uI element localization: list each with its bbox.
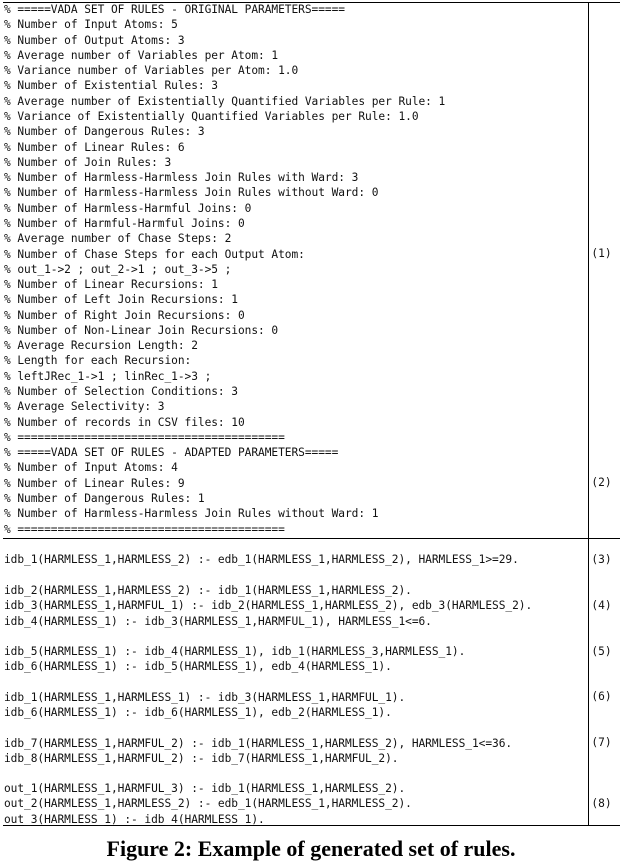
param-line: % ======================================== [4,522,285,536]
rule-line: idb_5(HARMLESS_1) :- idb_4(HARMLESS_1), idb_1(HARMLESS_3,HARMLESS_1). [4,645,466,658]
param-line: % Number of Harmless-Harmful Joins: 0 [4,201,252,215]
param-line: % Number of Input Atoms: 4 [4,461,178,475]
param-line: % Average Selectivity: 3 [4,400,165,414]
param-line: % =====VADA SET OF RULES - ORIGINAL PARAMETERS===== [4,3,345,16]
rule-line: idb_4(HARMLESS_1) :- idb_3(HARMLESS_1,HARMFUL_1), HARMLESS_1<=6. [4,614,432,628]
param-line: % Average number of Chase Steps: 2 [4,232,232,246]
param-line: % Number of Input Atoms: 5 [4,18,178,32]
rule-line: idb_3(HARMLESS_1,HARMFUL_1) :- idb_2(HARMLESS_1,HARMLESS_2), edb_3(HARMLESS_2). [4,599,533,613]
section-divider [3,538,620,539]
param-line: % Number of Harmful-Harmful Joins: 0 [4,216,245,230]
rule-line: idb_1(HARMLESS_1,HARMLESS_1) :- idb_3(HARMLESS_1,HARMFUL_1). [4,690,406,704]
rule-line: out_2(HARMLESS_1,HARMLESS_2) :- edb_1(HARMLESS_1,HARMLESS_2). [4,797,412,811]
param-line: % Number of Output Atoms: 3 [4,33,185,47]
rule-line: idb_7(HARMLESS_1,HARMFUL_2) :- idb_1(HARMLESS_1,HARMLESS_2), HARMLESS_1<=36. [4,736,513,750]
rule-line: idb_6(HARMLESS_1) :- idb_6(HARMLESS_1), edb_2(HARMLESS_1). [4,705,392,719]
param-line: % leftJRec_1->1 ; linRec_1->3 ; [4,369,212,383]
param-line: % Number of Join Rules: 3 [4,155,172,169]
rule-line: idb_8(HARMLESS_1,HARMFUL_2) :- idb_7(HARMLESS_1,HARMFUL_2). [4,751,399,765]
param-line: % Number of Harmless-Harmless Join Rules with Ward: 3 [4,171,359,185]
equation-label: (3) [591,553,612,566]
rule-line: idb_2(HARMLESS_1,HARMLESS_2) :- idb_1(HARMLESS_1,HARMLESS_2). [4,584,412,597]
equation-label: (2) [591,476,612,489]
param-line: % Number of Left Join Recursions: 1 [4,293,238,307]
param-line: % Number of Dangerous Rules: 3 [4,125,205,139]
param-line: % Number of Harmless-Harmless Join Rules without Ward: 1 [4,507,379,521]
rule-line: idb_1(HARMLESS_1,HARMLESS_2) :- edb_1(HARMLESS_1,HARMLESS_2), HARMLESS_1>=29. [4,553,519,566]
equation-label: (4) [591,599,612,612]
rule-line: idb_6(HARMLESS_1) :- idb_5(HARMLESS_1), edb_4(HARMLESS_1). [4,660,392,674]
equation-label: (1) [591,247,612,260]
param-line: % Number of Existential Rules: 3 [4,79,218,93]
param-line: % Number of Right Join Recursions: 0 [4,308,245,322]
param-line: % Number of Harmless-Harmless Join Rules without Ward: 0 [4,186,379,200]
param-line: % Number of Linear Rules: 6 [4,140,185,154]
param-line: % out_1->2 ; out_2->1 ; out_3->5 ; [4,262,232,276]
param-line: % Number of Linear Rules: 9 [4,476,185,490]
equation-label: (6) [591,690,612,703]
equation-label: (5) [591,645,612,658]
equation-label: (7) [591,736,612,749]
param-line: % Number of Dangerous Rules: 1 [4,492,205,505]
param-line: % Variance of Existentially Quantified Variables per Rule: 1.0 [4,110,419,123]
param-line: % Number of records in CSV files: 10 [4,415,245,429]
equation-label: (8) [591,797,612,810]
param-line: % Number of Linear Recursions: 1 [4,278,218,291]
param-line: % Number of Chase Steps for each Output Atom: [4,247,305,261]
rule-line: out_3(HARMLESS_1) :- idb_4(HARMLESS_1). [4,812,265,826]
param-line: % Average Recursion Length: 2 [4,339,198,353]
rule-line: out_1(HARMLESS_1,HARMFUL_3) :- idb_1(HARMLESS_1,HARMLESS_2). [4,782,406,795]
param-line: % Average number of Variables per Atom: 1 [4,48,279,62]
param-line: % Length for each Recursion: [4,354,192,368]
param-line: % Average number of Existentially Quantified Variables per Rule: 1 [4,94,446,108]
figure-caption: Figure 2: Example of generated set of rules. [106,836,516,861]
param-line: % =====VADA SET OF RULES - ADAPTED PARAMETERS===== [4,446,339,460]
param-line: % ======================================== [4,430,285,444]
param-line: % Number of Non-Linear Join Recursions: 0 [4,323,279,337]
param-line: % Number of Selection Conditions: 3 [4,385,238,398]
param-line: % Variance number of Variables per Atom: 1.0 [4,64,299,78]
